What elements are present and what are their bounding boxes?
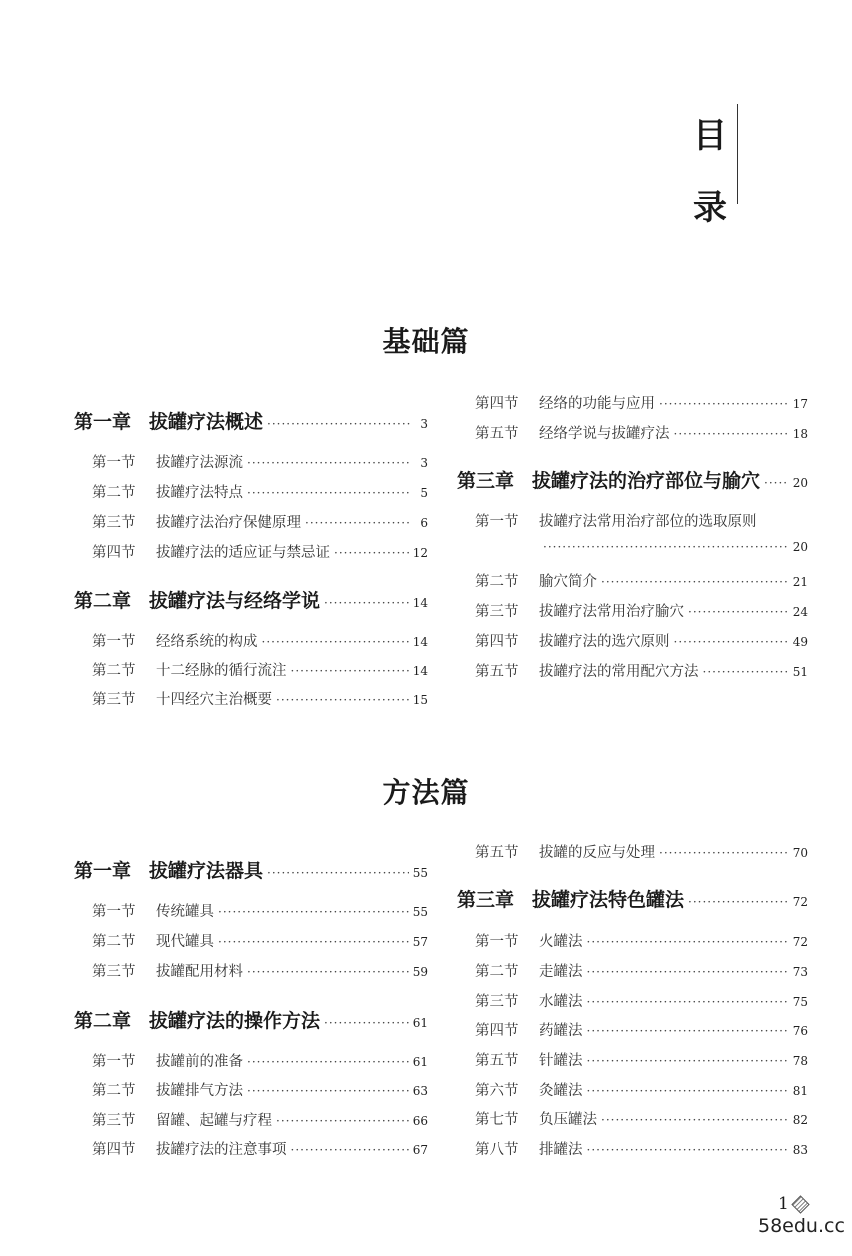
section-number: 第三节 <box>92 964 136 980</box>
section-number: 第四节 <box>92 545 136 561</box>
dot-leader <box>703 665 789 679</box>
page-ref: 72 <box>792 935 808 949</box>
dot-leader <box>218 935 409 949</box>
toc-section-row[interactable] <box>475 422 808 443</box>
toc-section-row[interactable] <box>475 990 808 1011</box>
dot-leader <box>247 1055 409 1069</box>
toc-section-row[interactable] <box>92 1050 428 1071</box>
dot-leader <box>267 866 409 880</box>
page-ref: 81 <box>792 1084 808 1098</box>
toc-chapter-row[interactable] <box>74 856 428 883</box>
section-title: 现代罐具 <box>156 934 214 950</box>
dot-leader <box>262 635 409 649</box>
section-title: 灸罐法 <box>539 1083 583 1099</box>
page-ref: 55 <box>412 866 428 880</box>
toc-section-row[interactable] <box>92 481 428 502</box>
page-title-char-1: 目 <box>693 116 727 156</box>
section-title: 拔罐疗法的常用配穴方法 <box>539 664 699 680</box>
page-ref: 21 <box>792 575 808 589</box>
section-title: 排罐法 <box>539 1142 583 1158</box>
section-title: 留罐、起罐与疗程 <box>156 1113 272 1129</box>
page-ref: 63 <box>412 1084 428 1098</box>
section-title: 拔罐疗法治疗保健原理 <box>156 515 301 531</box>
toc-section-row[interactable] <box>92 900 428 921</box>
page-ref: 3 <box>420 456 428 470</box>
section-number: 第三节 <box>92 692 136 708</box>
chapter-title: 拔罐疗法的治疗部位与腧穴 <box>532 470 761 492</box>
page-ref: 14 <box>412 664 428 678</box>
toc-section-row[interactable] <box>92 1079 428 1100</box>
page-ref: 72 <box>792 895 808 909</box>
toc-section-row[interactable] <box>475 600 808 621</box>
page-ref: 66 <box>412 1114 428 1128</box>
dot-leader <box>688 895 789 909</box>
section-number: 第二节 <box>475 964 519 980</box>
section-number: 第五节 <box>475 845 519 861</box>
dot-leader <box>587 1084 789 1098</box>
section-title: 拔罐配用材料 <box>156 964 243 980</box>
section-title: 拔罐前的准备 <box>156 1054 243 1070</box>
section-number: 第一节 <box>92 634 136 650</box>
page-ref: 18 <box>792 427 808 441</box>
dot-leader <box>276 1114 409 1128</box>
dot-leader <box>587 1054 789 1068</box>
chapter-number: 第三章 <box>457 470 515 492</box>
section-number: 第二节 <box>92 934 136 950</box>
section-title: 药罐法 <box>539 1023 583 1039</box>
toc-chapter-row[interactable] <box>74 407 428 434</box>
page-ref: 14 <box>412 635 428 649</box>
section-number: 第二节 <box>475 574 519 590</box>
page-ref: 3 <box>420 417 428 431</box>
section-number: 第一节 <box>92 904 136 920</box>
dot-leader <box>587 935 789 949</box>
page-title <box>688 100 732 244</box>
chapter-title: 拔罐疗法与经络学说 <box>149 590 321 612</box>
chapter-number: 第三章 <box>457 889 515 911</box>
section-title: 拔罐疗法的选穴原则 <box>539 634 670 650</box>
section-title: 经络系统的构成 <box>156 634 258 650</box>
chapter-number: 第二章 <box>74 1010 132 1032</box>
section-number: 第四节 <box>475 1023 519 1039</box>
section-title: 腧穴简介 <box>539 574 597 590</box>
section-number: 第三节 <box>92 1113 136 1129</box>
section-title: 十二经脉的循行流注 <box>156 663 287 679</box>
page-ref: 76 <box>792 1024 808 1038</box>
toc-section-row[interactable] <box>475 392 808 413</box>
toc-section-row[interactable] <box>92 1138 428 1159</box>
section-number: 第二节 <box>92 1083 136 1099</box>
toc-section-row[interactable] <box>92 659 428 680</box>
section-title: 水罐法 <box>539 994 583 1010</box>
page-ref: 51 <box>792 665 808 679</box>
title-divider <box>737 104 738 204</box>
section-number: 第六节 <box>475 1083 519 1099</box>
page-ref: 17 <box>792 397 808 411</box>
dot-leader <box>334 546 409 560</box>
page-title-char-2: 录 <box>693 188 727 228</box>
dot-leader <box>267 417 410 431</box>
section-title: 拔罐疗法的注意事项 <box>156 1142 287 1158</box>
toc-section-row[interactable] <box>475 1138 808 1159</box>
toc-section-row[interactable] <box>475 1019 808 1040</box>
chapter-number: 第二章 <box>74 590 132 612</box>
section-title: 走罐法 <box>539 964 583 980</box>
page-ref: 24 <box>792 605 808 619</box>
toc-section-row[interactable] <box>92 451 428 472</box>
toc-chapter-row[interactable] <box>457 466 808 493</box>
dot-leader <box>324 596 409 610</box>
chapter-title: 拔罐疗法特色罐法 <box>532 889 685 911</box>
flower-ornament-icon <box>791 1195 809 1213</box>
chapter-title: 拔罐疗法的操作方法 <box>149 1010 321 1032</box>
dot-leader <box>587 1024 789 1038</box>
section-title: 负压罐法 <box>539 1112 597 1128</box>
dot-leader <box>305 516 410 530</box>
dot-leader <box>764 476 789 490</box>
section-number: 第五节 <box>475 664 519 680</box>
chapter-number: 第一章 <box>74 860 132 882</box>
section-number: 第四节 <box>475 634 519 650</box>
toc-section-row[interactable] <box>475 660 808 681</box>
dot-leader <box>659 397 789 411</box>
dot-leader <box>543 540 789 554</box>
toc-chapter-row[interactable] <box>74 586 428 613</box>
page-ref: 20 <box>792 476 808 490</box>
dot-leader <box>247 1084 409 1098</box>
page-ref: 73 <box>792 965 808 979</box>
page-ref: 67 <box>412 1143 428 1157</box>
dot-leader <box>674 427 789 441</box>
page-ref: 82 <box>792 1113 808 1127</box>
dot-leader <box>218 905 409 919</box>
page-ref: 70 <box>792 846 808 860</box>
toc-section-row[interactable] <box>92 541 428 562</box>
dot-leader <box>688 605 789 619</box>
section-title: 拔罐疗法源流 <box>156 455 243 471</box>
toc-section-row[interactable] <box>475 960 808 981</box>
toc-chapter-row[interactable] <box>457 885 808 912</box>
page-ref: 55 <box>412 905 428 919</box>
toc-section-row[interactable] <box>475 510 808 531</box>
toc-section-row[interactable] <box>475 930 808 951</box>
page-number <box>778 1194 807 1214</box>
section-number: 第三节 <box>475 604 519 620</box>
page-ref: 20 <box>792 540 808 554</box>
section-number: 第一节 <box>92 455 136 471</box>
page-ref: 83 <box>792 1143 808 1157</box>
page-ref: 12 <box>412 546 428 560</box>
page-ref: 14 <box>412 596 428 610</box>
page-number-value: 1 <box>778 1194 789 1214</box>
page-ref: 6 <box>420 516 428 530</box>
dot-leader <box>247 965 409 979</box>
section-number: 第一节 <box>475 514 519 530</box>
dot-leader <box>674 635 789 649</box>
section-number: 第八节 <box>475 1142 519 1158</box>
toc-section-row[interactable] <box>92 960 428 981</box>
dot-leader <box>601 575 789 589</box>
dot-leader <box>291 664 409 678</box>
section-number: 第四节 <box>92 1142 136 1158</box>
toc-section-row[interactable] <box>92 511 428 532</box>
page-ref: 49 <box>792 635 808 649</box>
toc-section-row[interactable] <box>92 1109 428 1130</box>
dot-leader <box>587 965 789 979</box>
section-title: 拔罐的反应与处理 <box>539 845 655 861</box>
section-title: 针罐法 <box>539 1053 583 1069</box>
toc-section-row[interactable] <box>475 841 808 862</box>
dot-leader <box>601 1113 789 1127</box>
section-number: 第三节 <box>92 515 136 531</box>
section-number: 第五节 <box>475 426 519 442</box>
dot-leader <box>324 1016 409 1030</box>
page-ref: 57 <box>412 935 428 949</box>
section-number: 第一节 <box>475 934 519 950</box>
dot-leader <box>247 486 410 500</box>
dot-leader <box>247 456 410 470</box>
page-ref: 78 <box>792 1054 808 1068</box>
section-number: 第二节 <box>92 663 136 679</box>
section-number: 第三节 <box>475 994 519 1010</box>
toc-section-row[interactable] <box>92 930 428 951</box>
dot-leader <box>291 1143 409 1157</box>
section-number: 第一节 <box>92 1054 136 1070</box>
watermark: 58edu.cc <box>758 1215 845 1237</box>
section-title: 火罐法 <box>539 934 583 950</box>
toc-section-row[interactable] <box>92 688 428 709</box>
section-number: 第五节 <box>475 1053 519 1069</box>
section-title: 经络的功能与应用 <box>539 396 655 412</box>
section-title: 传统罐具 <box>156 904 214 920</box>
dot-leader <box>587 1143 789 1157</box>
section-title: 拔罐疗法的适应证与禁忌证 <box>156 545 330 561</box>
chapter-title: 拔罐疗法器具 <box>149 860 264 882</box>
dot-leader <box>659 846 789 860</box>
section-number: 第二节 <box>92 485 136 501</box>
section-title: 拔罐疗法常用治疗腧穴 <box>539 604 684 620</box>
toc-section-row[interactable] <box>539 540 808 554</box>
toc-section-row[interactable] <box>92 630 428 651</box>
toc-chapter-row[interactable] <box>74 1006 428 1033</box>
section-number: 第七节 <box>475 1112 519 1128</box>
dot-leader <box>276 693 409 707</box>
page-ref: 61 <box>412 1055 428 1069</box>
page-ref: 75 <box>792 995 808 1009</box>
toc-section-row[interactable] <box>475 1079 808 1100</box>
page-ref: 59 <box>412 965 428 979</box>
toc-section-row[interactable] <box>475 570 808 591</box>
toc-section-row[interactable] <box>475 630 808 651</box>
section-number: 第四节 <box>475 396 519 412</box>
section-title: 经络学说与拔罐疗法 <box>539 426 670 442</box>
section-title: 拔罐疗法常用治疗部位的选取原则 <box>539 514 757 530</box>
chapter-title: 拔罐疗法概述 <box>149 411 264 433</box>
section-title: 拔罐疗法特点 <box>156 485 243 501</box>
toc-section-row[interactable] <box>475 1049 808 1070</box>
section-title: 十四经穴主治概要 <box>156 692 272 708</box>
page-ref: 5 <box>420 486 428 500</box>
part-heading-basics: 基础篇 <box>382 325 470 358</box>
toc-section-row[interactable] <box>475 1108 808 1129</box>
dot-leader <box>587 995 789 1009</box>
page-ref: 15 <box>412 693 428 707</box>
section-title: 拔罐排气方法 <box>156 1083 243 1099</box>
chapter-number: 第一章 <box>74 411 132 433</box>
part-heading-methods: 方法篇 <box>382 776 470 809</box>
page-ref: 61 <box>412 1016 428 1030</box>
